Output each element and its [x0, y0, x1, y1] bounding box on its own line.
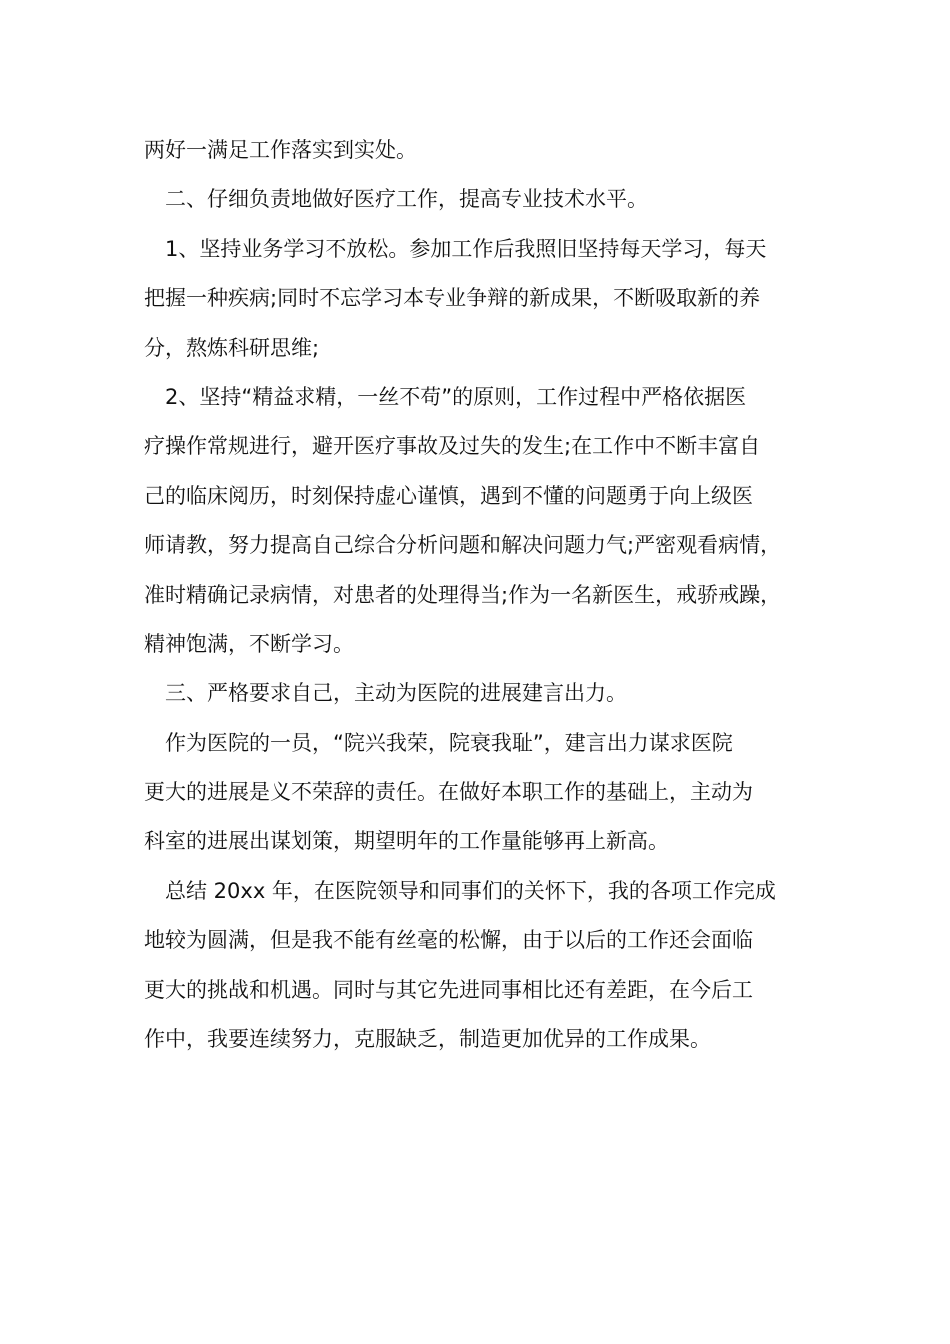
text-line: 科室的进展出谋划策，期望明年的工作量能够再上新高。: [144, 829, 669, 854]
section-heading: 二、仔细负责地做好医疗工作，提高专业技术水平。: [165, 187, 648, 212]
text-line: 把握一种疾病;同时不忘学习本专业争辩的新成果，不断吸取新的养: [144, 286, 761, 311]
text-line: 更大的挑战和机遇。同时与其它先进同事相比还有差距，在今后工: [144, 977, 753, 1002]
text-line: 己的临床阅历，时刻保持虚心谨慎，遇到不懂的问题勇于向上级医: [144, 483, 753, 508]
text-line: 疗操作常规进行，避开医疗事故及过失的发生;在工作中不断丰富自: [144, 434, 761, 459]
text-line: 作为医院的一员，“院兴我荣，院衰我耻”，建言出力谋求医院: [165, 730, 733, 755]
text-line: 作中，我要连续努力，克服缺乏，制造更加优异的工作成果。: [144, 1027, 711, 1052]
document-body: [144, 126, 824, 1064]
text-line: 两好一满足工作落实到实处。: [144, 138, 417, 162]
text-line: 总结 20xx 年，在医院领导和同事们的关怀下，我的各项工作完成: [165, 878, 776, 903]
text-line: 分，熬炼科研思维;: [144, 335, 320, 360]
text-line: 更大的进展是义不荣辞的责任。在做好本职工作的基础上，主动为: [144, 780, 753, 805]
text-line: 师请教，努力提高自己综合分析问题和解决问题力气;严密观看病情，: [144, 533, 782, 558]
text-line: 地较为圆满，但是我不能有丝毫的松懈，由于以后的工作还会面临: [144, 928, 753, 953]
text-line: 准时精确记录病情，对患者的处理得当;作为一名新医生，戒骄戒躁，: [144, 582, 782, 607]
text-line: 1、坚持业务学习不放松。参加工作后我照旧坚持每天学习，每天: [165, 236, 767, 261]
text-line: 精神饱满，不断学习。: [144, 631, 354, 656]
text-line: 2、坚持“精益求精，一丝不苟”的原则，工作过程中严格依据医: [165, 384, 747, 409]
section-heading: 三、严格要求自己，主动为医院的进展建言出力。: [165, 681, 627, 706]
